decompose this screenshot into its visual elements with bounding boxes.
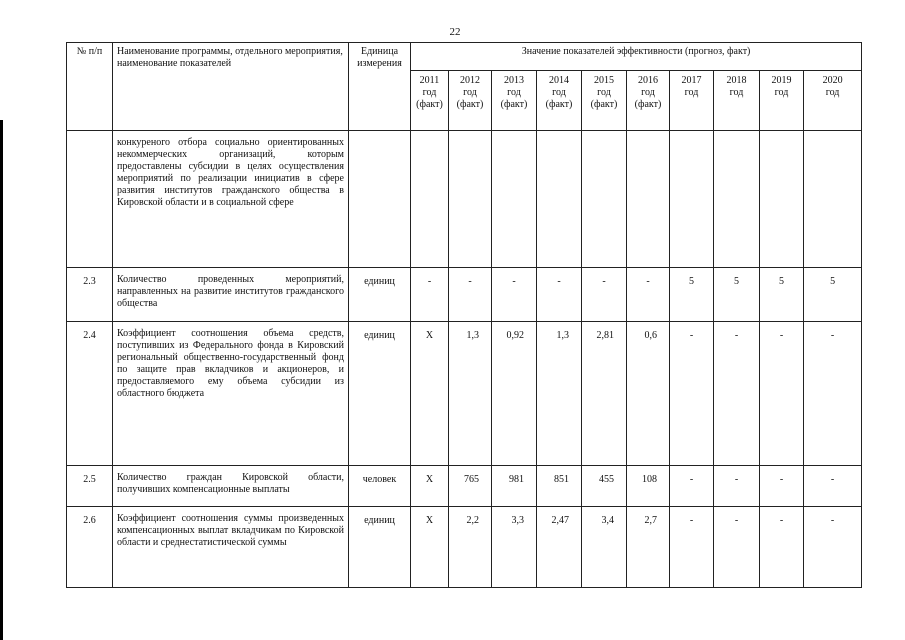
value-cell: 765: [449, 466, 492, 507]
value-cell: 981: [492, 466, 537, 507]
value-cell: 108: [627, 466, 670, 507]
table-row: [67, 466, 862, 507]
row-unit: единиц: [349, 322, 411, 466]
table-row: [67, 322, 862, 466]
value-cell: -: [411, 268, 449, 322]
value-cell: -: [714, 466, 760, 507]
col-header-num: № п/п: [67, 43, 113, 131]
table-row: [67, 507, 862, 588]
value-cell: 3,4: [582, 507, 627, 588]
value-cell: [492, 131, 537, 268]
row-name: конкуреного отбора социально ориентированных некоммерческих организаций, которым предоставлены субсидии в целях осуществления мероприятий по реализации инициатив в сфере развития институтов гражданского общества в Кировской области и в социальной сфере: [113, 131, 349, 268]
row-number: 2.5: [67, 466, 113, 507]
value-cell: X: [411, 507, 449, 588]
value-cell: -: [582, 268, 627, 322]
value-cell: 851: [537, 466, 582, 507]
value-cell: 3,3: [492, 507, 537, 588]
page-number: 22: [449, 26, 461, 38]
value-cell: 0,6: [627, 322, 670, 466]
value-cell: -: [492, 268, 537, 322]
value-cell: 5: [804, 268, 862, 322]
row-name: Количество граждан Кировской области, получивших компенсационные выплаты: [113, 466, 349, 507]
year-header: 2016 год (факт): [627, 71, 670, 131]
table-row: [67, 268, 862, 322]
value-cell: -: [537, 268, 582, 322]
row-name: Коэффициент соотношения объема средств, поступивших из Федерального фонда в Кировский региональный общественно-государственный фонд по защите прав вкладчиков и акционеров, и предоставляемого ему объема субсидии из областного бюджета: [113, 322, 349, 466]
value-cell: -: [670, 322, 714, 466]
value-cell: -: [804, 466, 862, 507]
value-cell: X: [411, 322, 449, 466]
value-cell: -: [760, 507, 804, 588]
value-cell: -: [714, 507, 760, 588]
value-cell: -: [760, 322, 804, 466]
value-cell: -: [804, 322, 862, 466]
value-cell: 455: [582, 466, 627, 507]
value-cell: [714, 131, 760, 268]
table-row: [67, 131, 862, 268]
value-cell: 1,3: [449, 322, 492, 466]
value-cell: -: [449, 268, 492, 322]
value-cell: 2,7: [627, 507, 670, 588]
row-unit: единиц: [349, 507, 411, 588]
value-cell: 5: [760, 268, 804, 322]
year-header: 2020 год: [804, 71, 862, 131]
value-cell: -: [670, 466, 714, 507]
value-cell: [537, 131, 582, 268]
row-number: [67, 131, 113, 268]
value-cell: [449, 131, 492, 268]
value-cell: -: [760, 466, 804, 507]
value-cell: [627, 131, 670, 268]
value-cell: 2,2: [449, 507, 492, 588]
year-header: 2018 год: [714, 71, 760, 131]
value-cell: [411, 131, 449, 268]
value-cell: -: [804, 507, 862, 588]
row-name: Количество проведенных мероприятий, направленных на развитие институтов гражданского общества: [113, 268, 349, 322]
row-unit: [349, 131, 411, 268]
indicators-table: [66, 42, 862, 588]
row-unit: единиц: [349, 268, 411, 322]
scan-edge-bar: [0, 120, 3, 640]
value-cell: [582, 131, 627, 268]
value-cell: 1,3: [537, 322, 582, 466]
row-number: 2.6: [67, 507, 113, 588]
header-row-top: [67, 43, 862, 71]
value-cell: -: [670, 507, 714, 588]
col-header-unit: Единица измерения: [349, 43, 411, 131]
value-cell: [760, 131, 804, 268]
col-header-name: Наименование программы, отдельного мероприятия, наименование показателей: [113, 43, 349, 131]
row-unit: человек: [349, 466, 411, 507]
row-number: 2.3: [67, 268, 113, 322]
year-header: 2019 год: [760, 71, 804, 131]
value-cell: 2,47: [537, 507, 582, 588]
value-cell: -: [714, 322, 760, 466]
value-cell: [670, 131, 714, 268]
year-header: 2014 год (факт): [537, 71, 582, 131]
value-cell: 5: [714, 268, 760, 322]
row-number: 2.4: [67, 322, 113, 466]
row-name: Коэффициент соотношения суммы произведенных компенсационных выплат вкладчикам по Кировской области и среднестатистической суммы: [113, 507, 349, 588]
value-cell: 5: [670, 268, 714, 322]
value-cell: [804, 131, 862, 268]
value-cell: -: [627, 268, 670, 322]
col-header-values: Значение показателей эффективности (прогноз, факт): [411, 43, 862, 71]
value-cell: X: [411, 466, 449, 507]
year-header: 2013 год (факт): [492, 71, 537, 131]
value-cell: 0,92: [492, 322, 537, 466]
year-header: 2012 год (факт): [449, 71, 492, 131]
year-header: 2017 год: [670, 71, 714, 131]
year-header: 2015 год (факт): [582, 71, 627, 131]
year-header: 2011 год (факт): [411, 71, 449, 131]
value-cell: 2,81: [582, 322, 627, 466]
